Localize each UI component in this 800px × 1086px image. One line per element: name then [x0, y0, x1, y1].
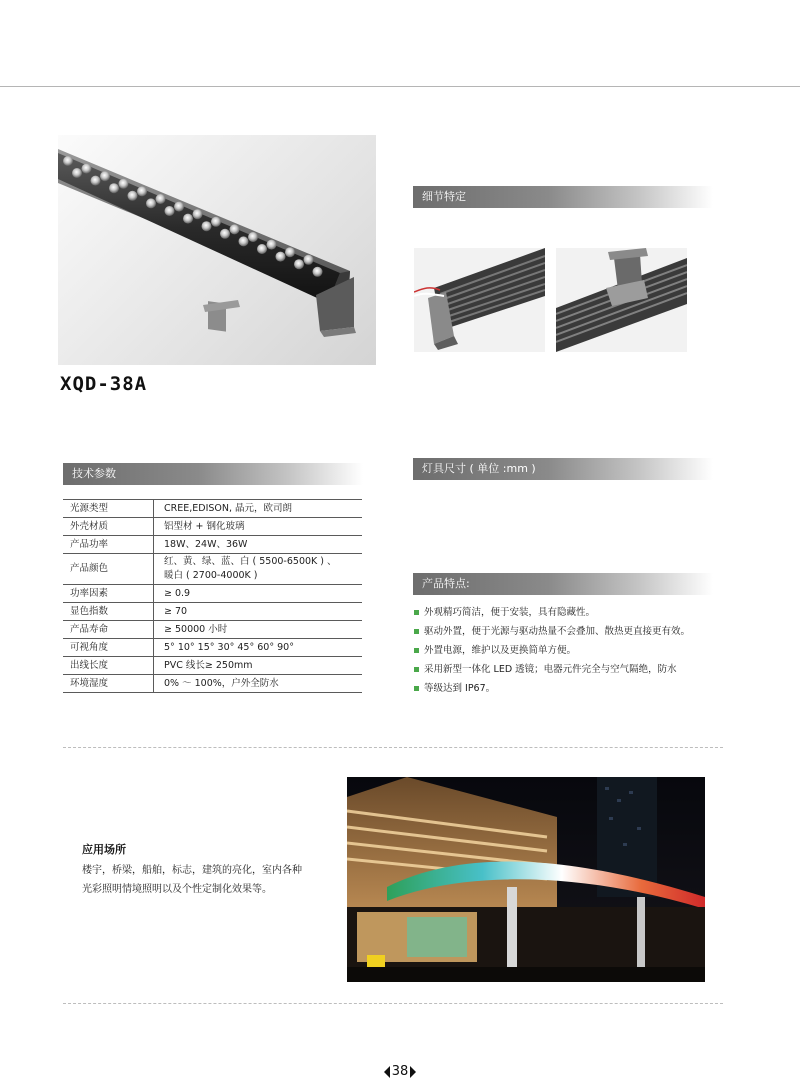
led-lens-icon — [211, 217, 221, 227]
led-lens-icon — [193, 209, 203, 219]
spec-value — [154, 554, 363, 585]
led-lens-icon — [202, 221, 212, 231]
led-lens-icon — [313, 267, 323, 277]
spec-key: 产品颜色 — [63, 554, 154, 585]
prev-page-icon — [384, 1066, 390, 1078]
feature-item — [413, 679, 733, 698]
feature-text: 外观精巧简洁，便于安装，具有隐藏性。 — [424, 607, 596, 618]
led-lens-icon — [294, 259, 304, 269]
spec-value: ≥ 0.9 — [154, 585, 363, 603]
spec-value-line: 红、黄、绿、蓝、白 ( 5500-6500K ) 、 — [164, 556, 337, 567]
led-lens-icon — [109, 183, 119, 193]
bullet-icon — [414, 667, 419, 672]
feature-item — [413, 603, 733, 622]
spec-row — [63, 518, 362, 536]
feature-text: 驱动外置，便于光源与驱动热量不会叠加、散热更直接更有效。 — [424, 626, 691, 637]
detail-photo-bracket — [556, 248, 687, 352]
spec-key: 功率因素 — [63, 585, 154, 603]
bullet-icon — [414, 648, 419, 653]
dashed-divider-bottom — [63, 1003, 723, 1004]
led-lens-icon — [267, 240, 277, 250]
bullet-icon — [414, 610, 419, 615]
led-lens-icon — [91, 176, 101, 186]
spec-value: 0% ～ 100%，户外全防水 — [154, 675, 363, 693]
spec-value: 5° 10° 15° 30° 45° 60° 90° — [154, 639, 363, 657]
application-title: 应用场所 — [82, 843, 126, 856]
dashed-divider — [63, 747, 723, 748]
bullet-icon — [414, 629, 419, 634]
spec-key: 出线长度 — [63, 657, 154, 675]
led-lens-icon — [165, 206, 175, 216]
product-photo — [58, 135, 376, 365]
led-lens-icon — [63, 156, 73, 166]
led-lens-icon — [257, 244, 267, 254]
spec-row — [63, 585, 362, 603]
spec-value: PVC 线长≥ 250mm — [154, 657, 363, 675]
led-lens-icon — [72, 168, 82, 178]
spec-key: 产品寿命 — [63, 621, 154, 639]
spec-key: 环境湿度 — [63, 675, 154, 693]
led-lens-icon — [128, 191, 138, 201]
page-number — [379, 1062, 421, 1082]
spec-row — [63, 603, 362, 621]
spec-row — [63, 621, 362, 639]
led-lens-icon — [146, 198, 156, 208]
spec-value: 铝型材 + 钢化玻璃 — [154, 518, 363, 536]
spec-row — [63, 639, 362, 657]
feature-text: 采用新型一体化 LED 透镜；电器元件完全与空气隔绝，防水 — [424, 664, 677, 675]
led-lens-icon — [156, 194, 166, 204]
led-lens-icon — [100, 171, 110, 181]
led-lens-icon — [119, 179, 129, 189]
bullet-icon — [414, 686, 419, 691]
spec-key: 光源类型 — [63, 500, 154, 518]
features-header: 产品特点: — [413, 573, 713, 595]
led-lens-icon — [174, 202, 184, 212]
page-number-text: 38 — [391, 1064, 409, 1079]
next-page-icon — [410, 1066, 416, 1078]
spec-value-line: 暖白 ( 2700-4000K ) — [164, 570, 258, 581]
spec-key: 外壳材质 — [63, 518, 154, 536]
spec-row — [63, 500, 362, 518]
led-lens-icon — [248, 232, 258, 242]
led-lens-icon — [285, 247, 295, 257]
feature-item — [413, 660, 733, 679]
led-lens-icon — [304, 255, 314, 265]
spec-row — [63, 675, 362, 693]
feature-text: 等级达到 IP67。 — [424, 683, 496, 694]
spec-value: ≥ 50000 小时 — [154, 621, 363, 639]
led-lens-icon — [276, 252, 286, 262]
led-lens-icon — [82, 164, 92, 174]
led-lens-icon — [220, 229, 230, 239]
led-lens-icon — [239, 236, 249, 246]
spec-key: 产品功率 — [63, 536, 154, 554]
led-lens-icon — [137, 186, 147, 196]
spec-row — [63, 554, 362, 585]
spec-value: CREE,EDISON, 晶元，欧司朗 — [154, 500, 363, 518]
spec-row — [63, 536, 362, 554]
application-photo — [347, 777, 705, 982]
led-lens-icon — [230, 224, 240, 234]
dimensions-header: 灯具尺寸 ( 单位 :mm ) — [413, 458, 713, 480]
spec-table — [63, 499, 362, 693]
tech-params-header: 技术参数 — [63, 463, 363, 485]
led-wall-washer-image — [58, 135, 376, 365]
detail-photo-end-cap — [414, 248, 545, 352]
feature-item — [413, 622, 733, 641]
led-lens-icon — [183, 214, 193, 224]
feature-item — [413, 641, 733, 660]
feature-text: 外置电源，维护以及更换简单方便。 — [424, 645, 577, 656]
model-number: XQD-38A — [60, 373, 148, 395]
spec-row — [63, 657, 362, 675]
top-divider — [0, 86, 800, 87]
application-text: 楼宇，桥梁，船舶，标志，建筑的亮化，室内各种光彩照明情境照明以及个性定制化效果等。 — [82, 865, 302, 895]
detail-section-header: 细节特定 — [413, 186, 713, 208]
spec-value: 18W、24W、36W — [154, 536, 363, 554]
features-list — [413, 603, 733, 698]
spec-value: ≥ 70 — [154, 603, 363, 621]
spec-key: 可视角度 — [63, 639, 154, 657]
spec-key: 显色指数 — [63, 603, 154, 621]
